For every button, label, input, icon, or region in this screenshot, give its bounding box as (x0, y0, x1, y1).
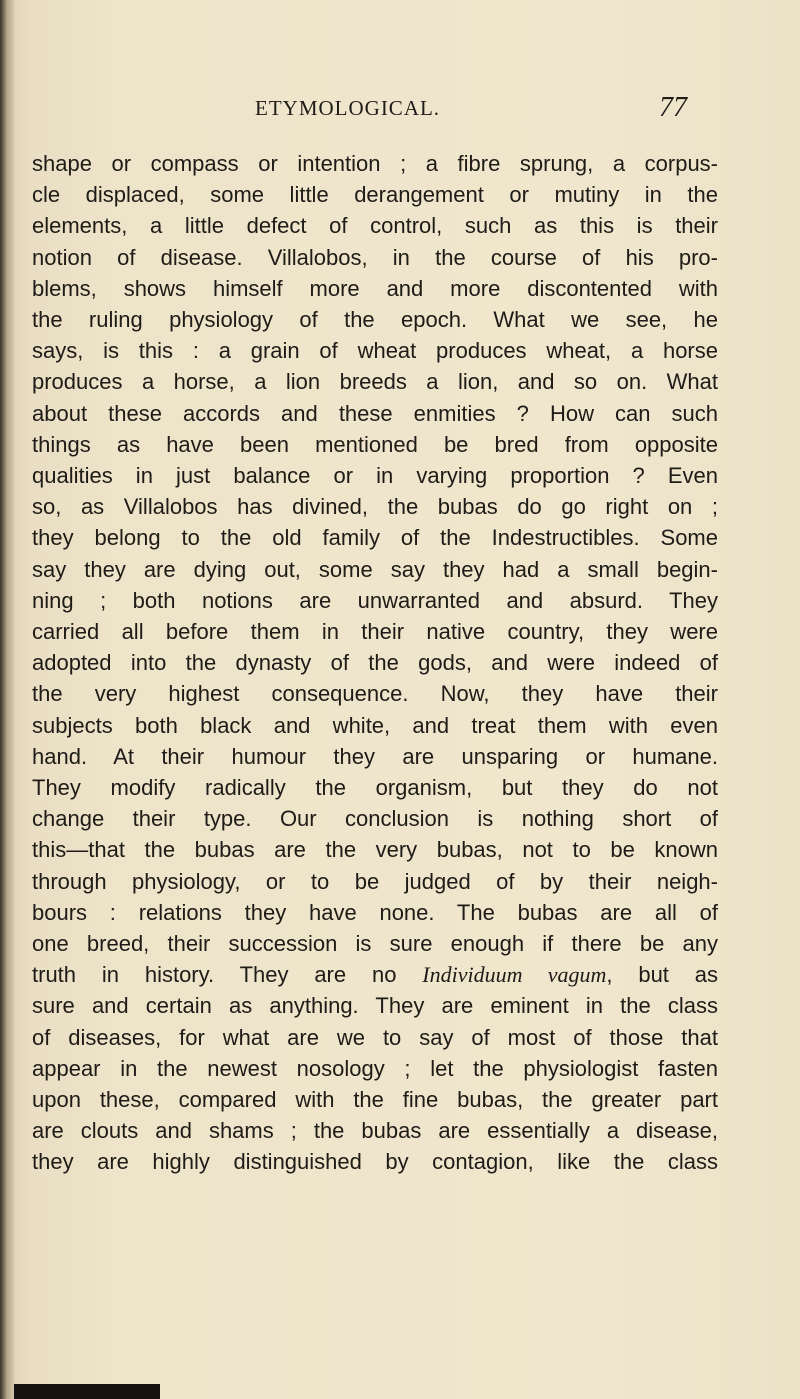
text-line: truth in history. They are no Individuum vagum, but as (32, 962, 718, 988)
page-header (0, 92, 800, 126)
text-line: of diseases, for what are we to say of most of those that (32, 1024, 718, 1050)
text-line: are clouts and shams ; the bubas are essentially a disease, (32, 1118, 718, 1144)
text-line: they belong to the old family of the Indestructibles. Some (32, 525, 718, 551)
scan-edge-bar (14, 1384, 160, 1399)
text-line: things as have been mentioned be bred from opposite (32, 431, 718, 457)
text-line: adopted into the dynasty of the gods, and were indeed of (32, 650, 718, 676)
text-line: elements, a little defect of control, such as this is their (32, 213, 718, 239)
binding-gutter (0, 0, 14, 1399)
text-line: change their type. Our conclusion is nothing short of (32, 806, 718, 832)
text-line: one breed, their succession is sure enough if there be any (32, 931, 718, 956)
text-line: cle displaced, some little derangement or mutiny in the (32, 182, 718, 208)
text-line: about these accords and these enmities ? How can such (32, 400, 718, 426)
text-line: through physiology, or to be judged of by their neigh- (32, 868, 718, 894)
text-line: appear in the newest nosology ; let the physiologist fasten (32, 1055, 718, 1081)
latin-phrase: Individuum vagum (422, 962, 607, 988)
text-line: the ruling physiology of the epoch. What we see, he (32, 307, 718, 332)
text-line: hand. At their humour they are unsparing or humane. (32, 743, 718, 769)
text-line: sure and certain as anything. They are eminent in the class (32, 993, 718, 1019)
text-line: the very highest consequence. Now, they have their (32, 681, 718, 707)
text-line: upon these, compared with the fine bubas, the greater part (32, 1087, 718, 1112)
text-line: qualities in just balance or in varying proportion ? Even (32, 463, 718, 488)
text-line: carried all before them in their native country, they were (32, 619, 718, 644)
text-line: they are highly distinguished by contagion, like the class (32, 1149, 718, 1175)
text-line: ning ; both notions are unwarranted and absurd. They (32, 587, 718, 613)
page-number: 77 (659, 92, 687, 123)
running-head: ETYMOLOGICAL. (255, 96, 441, 120)
text-line: blems, shows himself more and more discontented with (32, 275, 718, 301)
text-line: bours : relations they have none. The bubas are all of (32, 899, 718, 925)
text-line: They modify radically the organism, but they do not (32, 775, 718, 800)
text-line: produces a horse, a lion breeds a lion, and so on. What (32, 369, 718, 395)
text-line: this—that the bubas are the very bubas, not to be known (32, 837, 718, 863)
text-line: notion of disease. Villalobos, in the course of his pro- (32, 244, 718, 270)
text-line: say they are dying out, some say they had a small begin- (32, 556, 718, 582)
text-line: subjects both black and white, and treat them with even (32, 712, 718, 738)
text-line: so, as Villalobos has divined, the bubas do go right on ; (32, 494, 718, 520)
text-line: shape or compass or intention ; a fibre sprung, a corpus- (32, 151, 718, 176)
text-line: says, is this : a grain of wheat produces wheat, a horse (32, 338, 718, 364)
